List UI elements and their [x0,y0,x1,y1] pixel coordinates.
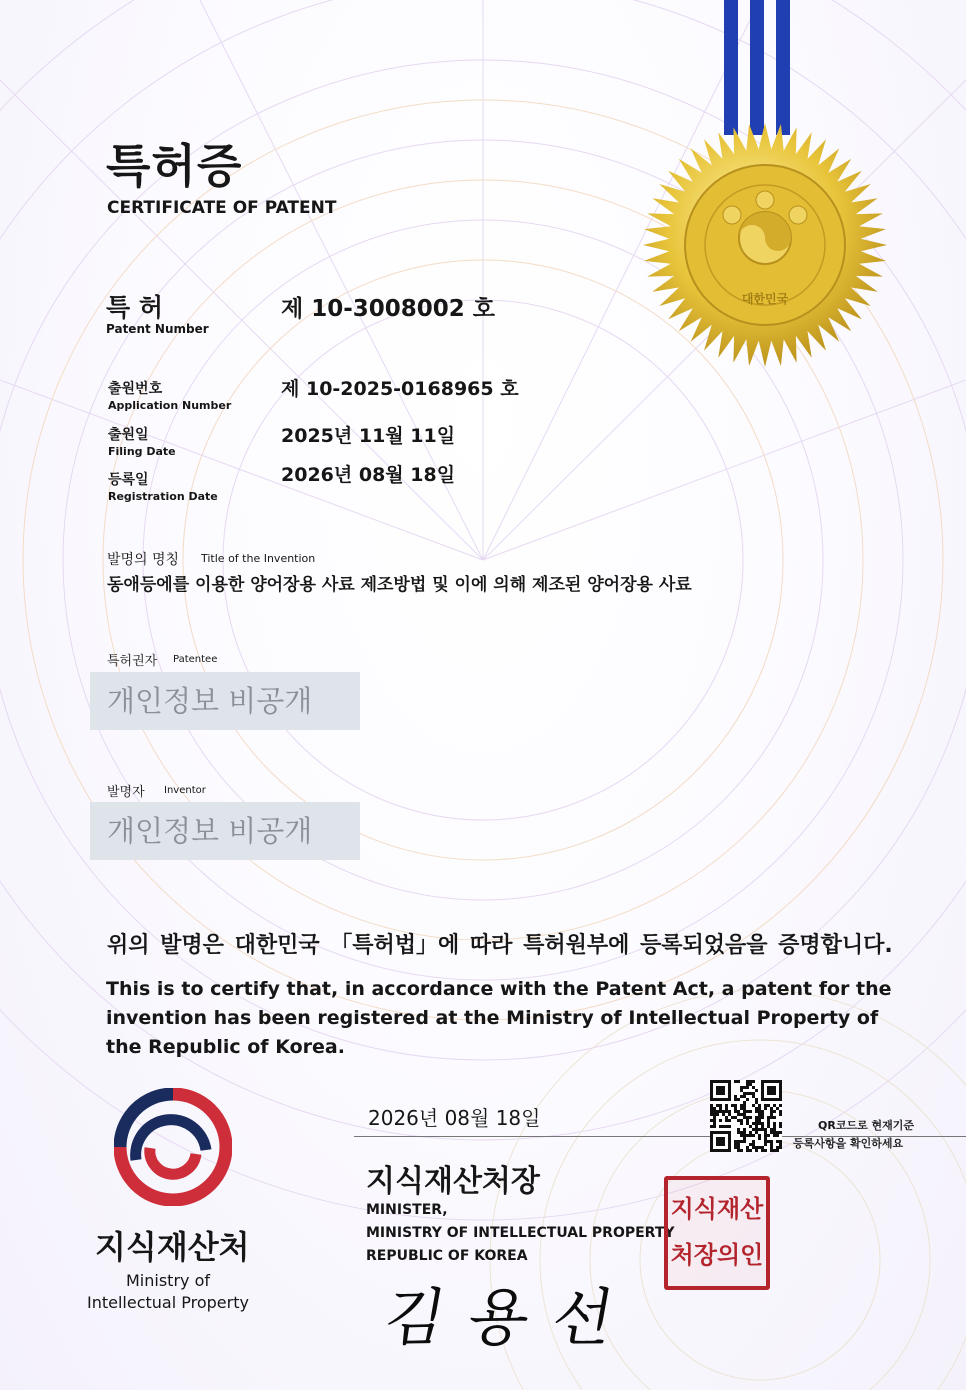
ribbon-strip [776,0,790,135]
minister-title-en-3: REPUBLIC OF KOREA [366,1248,528,1264]
official-stamp-icon [664,1176,770,1290]
invention-title: 동애등에를 이용한 양어장용 사료 제조방법 및 이에 의해 제조된 양어장용 사료 [107,575,692,595]
filing-label-en: Filing Date [108,445,176,458]
stamp-line-2: 처장의인 [670,1241,764,1269]
ministry-name-en-2: Intellectual Property [87,1293,249,1312]
application-number: 제 10-2025-0168965 호 [281,378,519,400]
filing-date: 2025년 11월 11일 [281,425,456,447]
patentee-label: 특허권자 [107,654,158,669]
gold-seal-icon [640,120,890,370]
registration-date: 2026년 08월 18일 [281,464,456,486]
issue-date: 2026년 08월 18일 [368,1106,541,1130]
patent-label-en: Patent Number [106,322,209,336]
ribbon-strip [724,0,738,135]
minister-title-en-2: MINISTRY OF INTELLECTUAL PROPERTY [366,1225,675,1241]
ribbon-strip [750,0,764,135]
minister-title-ko: 지식재산처장 [366,1164,540,1199]
inventor-label-en: Inventor [164,785,206,796]
page-subtitle: CERTIFICATE OF PATENT [107,198,337,218]
ministry-logo-icon [114,1088,232,1206]
application-label: 출원번호 [108,381,163,397]
patent-label: 특 허 [106,293,164,322]
qr-code-icon [710,1080,782,1152]
inventor-value: 개인정보 비공개 [90,802,360,860]
page-title: 특허증 [106,139,243,193]
inventor-label: 발명자 [107,785,145,800]
certification-statement-ko: 위의 발명은 대한민국 「특허법」에 따라 특허원부에 등록되었음을 증명합니다. [107,933,893,958]
qr-caption-2: 등록사항을 확인하세요 [793,1137,904,1150]
minister-title-en-1: MINISTER, [366,1202,448,1218]
ministry-name-ko: 지식재산처 [95,1228,250,1266]
stamp-line-1: 지식재산 [670,1195,764,1223]
patent-number: 제 10-3008002 호 [281,296,496,322]
ministry-name-en-1: Ministry of [126,1271,210,1290]
signature-icon: 김용선 [378,1281,644,1354]
filing-label: 출원일 [108,427,149,443]
invention-label: 발명의 명칭 [107,552,180,568]
registration-label-en: Registration Date [108,490,218,503]
seal-text: 대한민국 [741,292,789,306]
qr-caption-1: QR코드로 현재기준 [818,1119,915,1132]
patentee-value: 개인정보 비공개 [90,672,360,730]
application-label-en: Application Number [108,399,232,412]
invention-label-en: Title of the Invention [201,552,316,565]
registration-label: 등록일 [108,472,149,488]
certification-statement-en: This is to certify that, in accordance with the Patent Act, a patent for the invention has been registered at the Ministry of Intellectual Property of the Republic of Korea. [106,978,892,1058]
patentee-label-en: Patentee [173,654,218,665]
